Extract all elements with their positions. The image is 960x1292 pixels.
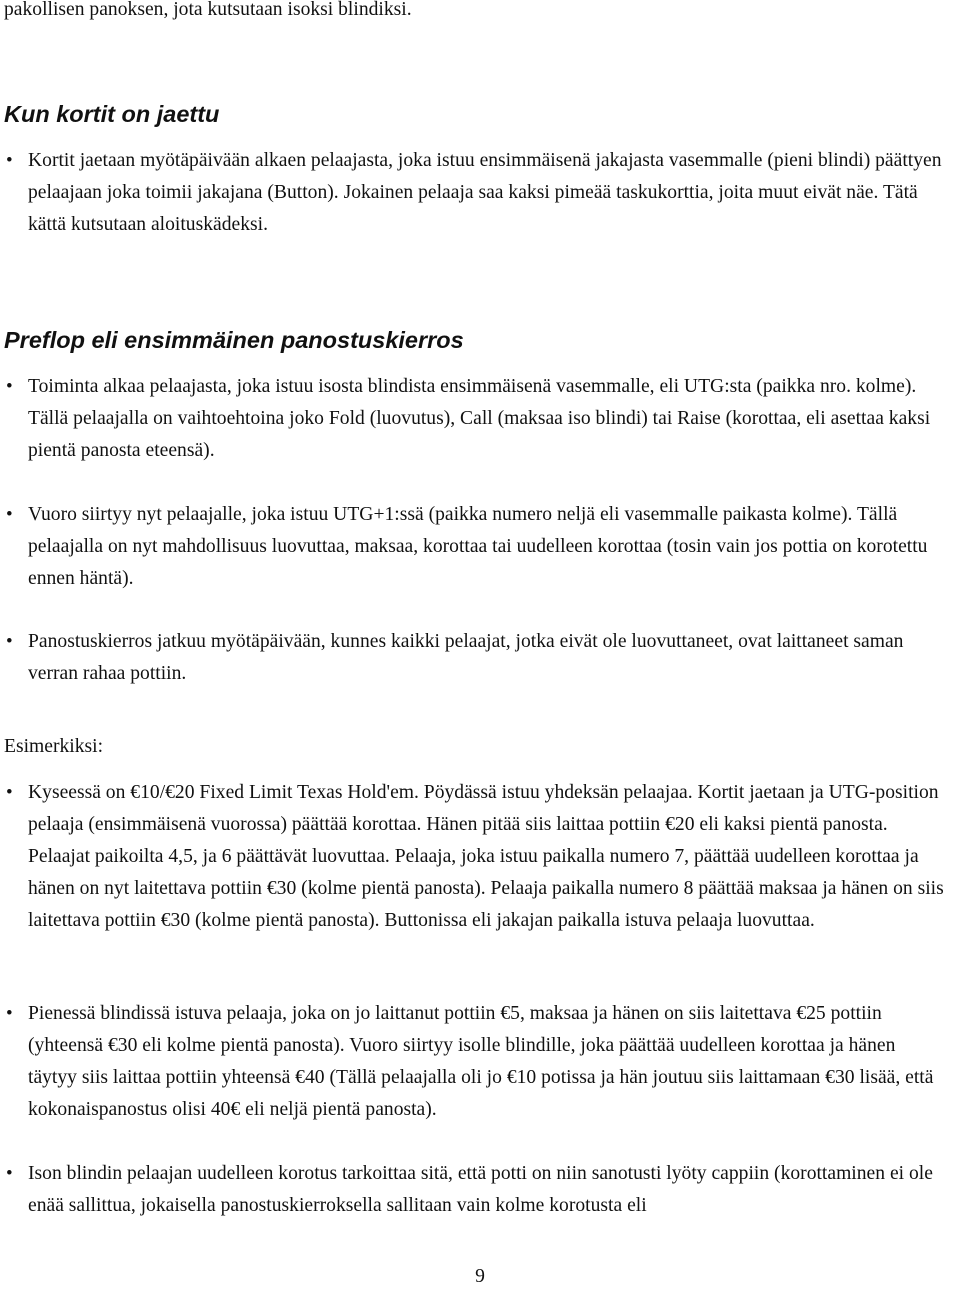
example-list-1 xyxy=(4,777,948,937)
example-list-2 xyxy=(4,998,948,1126)
section-heading-preflop: Preflop eli ensimmäinen panostuskierros xyxy=(4,327,464,353)
section2-list-1 xyxy=(4,371,948,467)
page-number: 9 xyxy=(475,1266,485,1287)
example-label: Esimerkiksi: xyxy=(4,736,104,757)
section2-list-3 xyxy=(4,626,948,690)
list-item: • Panostuskierros jatkuu myötäpäivään, kunnes kaikki pelaajat, jotka eivät ole luovuttaneet, ovat laittaneet saman verran rahaa pottiin. xyxy=(4,626,948,690)
list-item: • Kortit jaetaan myötäpäivään alkaen pelaajasta, joka istuu ensimmäisenä jakajasta vasemmalle (pieni blindi) päättyen pelaajaan joka toimii jakajana (Button). Jokainen pelaaja saa kaksi pimeää taskukorttia, joita muut eivät näe. Tätä kättä kutsutaan aloituskädeksi. xyxy=(4,145,948,241)
example-list-3 xyxy=(4,1158,948,1222)
section-heading-dealt: Kun kortit on jaettu xyxy=(4,101,220,127)
list-item: • Toiminta alkaa pelaajasta, joka istuu isosta blindista ensimmäisenä vasemmalle, eli UTG:sta (paikka nro. kolme). Tällä pelaajalla on vaihtoehtoina joko Fold (luovutus), Call (maksaa iso blindi) tai Raise (korottaa, eli asettaa kaksi pientä panosta eteensä). xyxy=(4,371,948,467)
intro-text: pakollisen panoksen, jota kutsutaan isoksi blindiksi. xyxy=(4,0,412,20)
list-item: • Ison blindin pelaajan uudelleen korotus tarkoittaa sitä, että potti on niin sanotusti lyöty cappiin (korottaminen ei ole enää sallittua, jokaisella panostuskierroksella sallitaan vain kolme korotusta eli xyxy=(4,1158,948,1222)
section2-list-2 xyxy=(4,499,948,595)
list-item: • Pienessä blindissä istuva pelaaja, joka on jo laittanut pottiin €5, maksaa ja hänen on siis laitettava €25 pottiin (yhteensä €30 eli kolme pientä panosta). Vuoro siirtyy isolle blindille, joka päättää uudelleen korottaa ja hänen täytyy siis laittaa pottiin yhteensä €40 (Tällä pelaajalla oli jo €10 potissa ja hän joutuu siis laittamaan €30 lisää, että kokonaispanostus olisi 40€ eli neljä pientä panosta). xyxy=(4,998,948,1126)
section1-list xyxy=(4,145,948,241)
list-item: • Vuoro siirtyy nyt pelaajalle, joka istuu UTG+1:ssä (paikka numero neljä eli vasemmalle paikasta kolme). Tällä pelaajalla on nyt mahdollisuus luovuttaa, maksaa, korottaa tai uudelleen korottaa (tosin vain jos pottia on korotettu ennen häntä). xyxy=(4,499,948,595)
list-item: • Kyseessä on €10/€20 Fixed Limit Texas Hold'em. Pöydässä istuu yhdeksän pelaajaa. Kortit jaetaan ja UTG-position pelaaja (ensimmäisenä vuorossa) päättää korottaa. Hänen pitää siis laittaa pottiin €20 eli kaksi pientä panosta. Pelaajat paikoilta 4,5, ja 6 päättävät luovuttaa. Pelaaja, joka istuu paikalla numero 7, päättää uudelleen korottaa ja hänen on nyt laitettava pottiin €30 (kolme pientä panosta). Pelaaja paikalla numero 8 päättää maksaa ja hänen on siis laitettava pottiin €30 (kolme pientä panosta). Buttonissa eli jakajan paikalla istuva pelaaja luovuttaa. xyxy=(4,777,948,937)
